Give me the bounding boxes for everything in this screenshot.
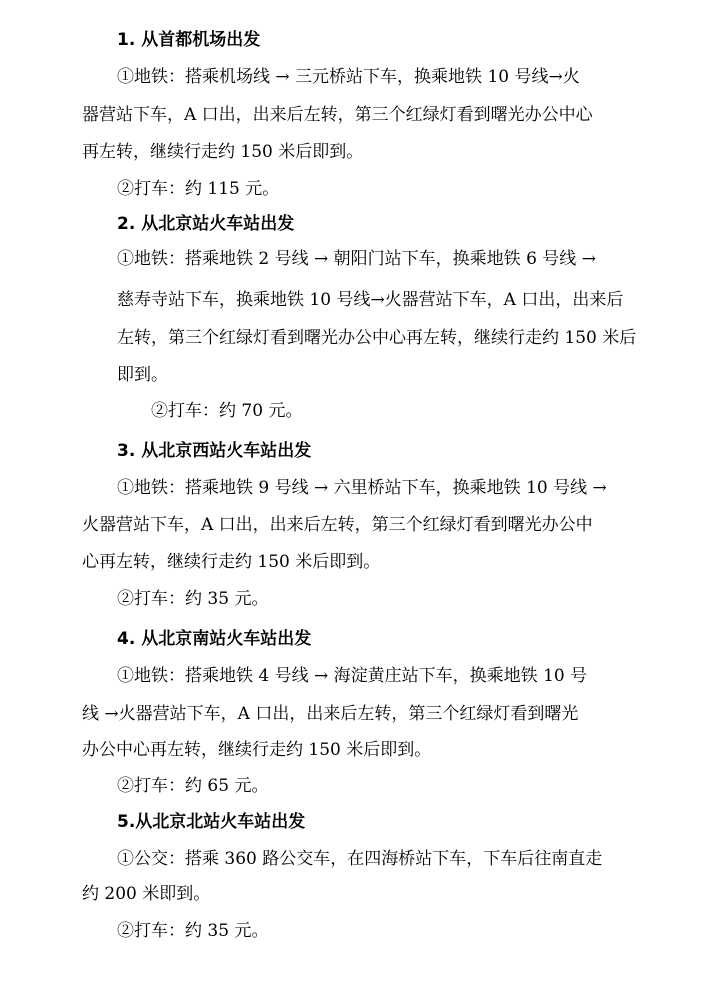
section-heading-3: 3. 从北京西站火车站出发 — [117, 441, 312, 461]
section-2-line-4: 即到。 — [117, 365, 168, 385]
section-heading-5: 5.从北京北站火车站出发 — [117, 812, 306, 832]
section-4-line-1: ①地铁：搭乘地铁 4 号线 → 海淀黄庄站下车，换乘地铁 10 号 — [117, 666, 588, 686]
section-2-line-2: 慈寿寺站下车，换乘地铁 10 号线→火器营站下车，A 口出，出来后 — [117, 290, 624, 310]
section-2-line-5: ②打车：约 70 元。 — [151, 401, 303, 421]
section-2-line-3: 左转，第三个红绿灯看到曙光办公中心再左转，继续行走约 150 米后 — [117, 328, 637, 348]
section-1-line-4: ②打车：约 115 元。 — [117, 179, 280, 199]
section-2-line-1: ①地铁：搭乘地铁 2 号线 → 朝阳门站下车，换乘地铁 6 号线 → — [117, 249, 596, 269]
section-heading-4: 4. 从北京南站火车站出发 — [117, 629, 312, 649]
section-1-line-1: ①地铁：搭乘机场线 → 三元桥站下车，换乘地铁 10 号线→火 — [117, 67, 580, 87]
section-5-line-2: 约 200 米即到。 — [82, 884, 211, 904]
section-5-line-3: ②打车：约 35 元。 — [117, 921, 269, 941]
section-4-line-4: ②打车：约 65 元。 — [117, 776, 269, 796]
section-4-line-3: 办公中心再左转，继续行走约 150 米后即到。 — [82, 740, 432, 760]
section-1-line-2: 器营站下车，A 口出，出来后左转，第三个红绿灯看到曙光办公中心 — [82, 105, 593, 125]
section-4-line-2: 线 →火器营站下车，A 口出，出来后左转，第三个红绿灯看到曙光 — [82, 704, 579, 724]
section-3-line-3: 心再左转，继续行走约 150 米后即到。 — [82, 552, 381, 572]
section-3-line-2: 火器营站下车，A 口出，出来后左转，第三个红绿灯看到曙光办公中 — [82, 515, 593, 535]
section-heading-2: 2. 从北京站火车站出发 — [117, 214, 295, 234]
section-3-line-4: ②打车：约 35 元。 — [117, 589, 269, 609]
section-3-line-1: ①地铁：搭乘地铁 9 号线 → 六里桥站下车，换乘地铁 10 号线 → — [117, 478, 607, 498]
section-5-line-1: ①公交：搭乘 360 路公交车，在四海桥站下车，下车后往南直走 — [117, 849, 603, 869]
section-heading-1: 1. 从首都机场出发 — [117, 30, 261, 50]
section-1-line-3: 再左转，继续行走约 150 米后即到。 — [82, 142, 364, 162]
